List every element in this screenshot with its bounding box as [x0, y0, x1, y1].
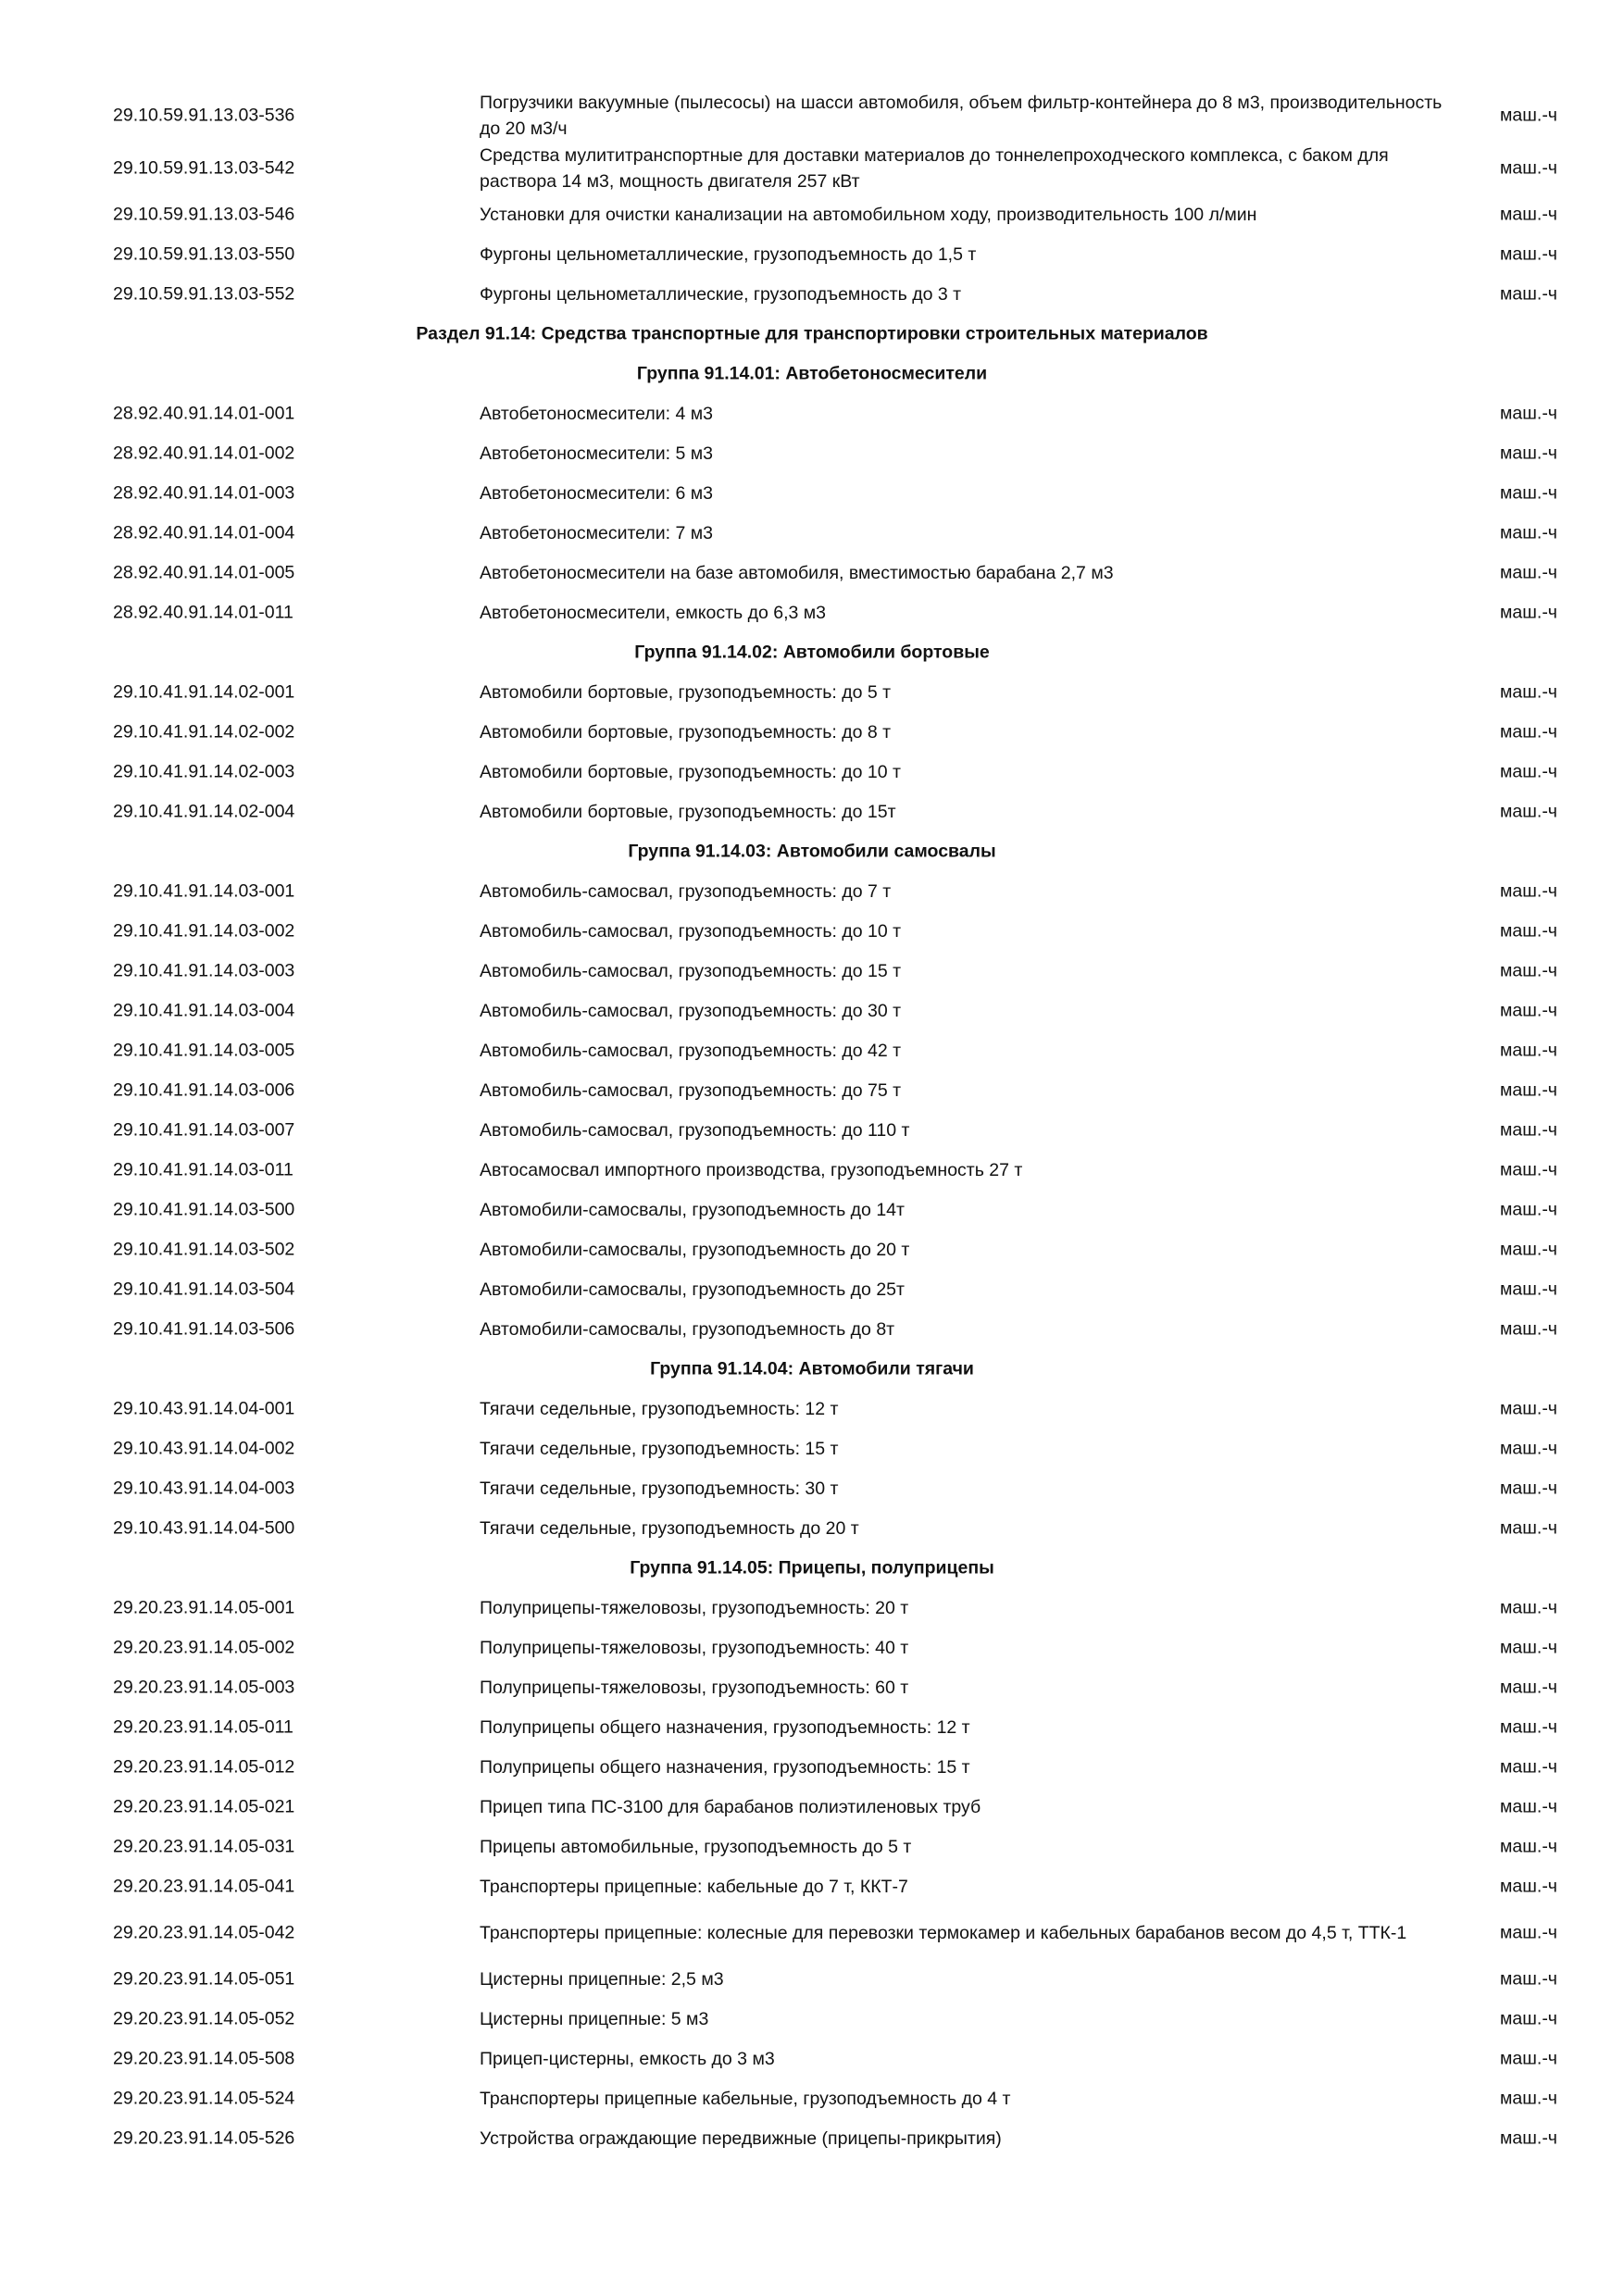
table-row	[0, 2039, 1624, 2078]
resource-name: Тягачи седельные, грузоподъемность: 12 т	[480, 1398, 839, 1419]
measure-unit: маш.-ч	[1500, 204, 1557, 224]
resource-code: 29.10.59.91.13.03-542	[113, 157, 295, 178]
table-row	[0, 792, 1624, 831]
resource-name: Автобетоносмесители: 5 м3	[480, 443, 713, 464]
resource-name: Полуприцепы-тяжеловозы, грузоподъемность: 20 т	[480, 1597, 909, 1618]
group-heading	[0, 1548, 1624, 1588]
table-row	[0, 553, 1624, 593]
resource-code: 29.10.59.91.13.03-536	[113, 105, 295, 125]
resource-code: 28.92.40.91.14.01-011	[113, 602, 294, 622]
resource-name: Автомобили-самосвалы, грузоподъемность до 20 т	[480, 1239, 910, 1260]
measure-unit: маш.-ч	[1500, 1478, 1557, 1498]
table-row	[0, 1747, 1624, 1787]
resource-name: Автомобили-самосвалы, грузоподъемность до 14т	[480, 1199, 905, 1220]
table-row	[0, 234, 1624, 274]
measure-unit: маш.-ч	[1500, 1318, 1557, 1339]
table-row	[0, 1628, 1624, 1667]
resource-code: 29.10.41.91.14.02-002	[113, 721, 295, 742]
measure-unit: маш.-ч	[1500, 105, 1557, 125]
resource-code: 29.10.41.91.14.02-001	[113, 681, 295, 702]
table-row	[0, 513, 1624, 553]
measure-unit: маш.-ч	[1500, 482, 1557, 503]
table-row	[0, 1959, 1624, 1999]
resource-name: Полуприцепы общего назначения, грузоподъемность: 15 т	[480, 1756, 970, 1778]
resource-code: 29.10.41.91.14.03-002	[113, 920, 295, 941]
resource-name: Автомобиль-самосвал, грузоподъемность: до 110 т	[480, 1119, 910, 1141]
resource-code: 29.20.23.91.14.05-003	[113, 1677, 295, 1697]
measure-unit: маш.-ч	[1500, 1716, 1557, 1737]
table-row	[0, 142, 1624, 194]
table-row	[0, 752, 1624, 792]
measure-unit: маш.-ч	[1500, 1876, 1557, 1896]
measure-unit: маш.-ч	[1500, 761, 1557, 781]
resource-name: Тягачи седельные, грузоподъемность до 20 т	[480, 1517, 859, 1539]
resource-name: Установки для очистки канализации на автомобильном ходу, производительность 100 л/мин	[480, 204, 1257, 225]
resource-code: 29.20.23.91.14.05-001	[113, 1597, 295, 1617]
table-row	[0, 1389, 1624, 1429]
resource-code: 29.20.23.91.14.05-002	[113, 1637, 295, 1657]
measure-unit: маш.-ч	[1500, 2048, 1557, 2068]
resource-name: Транспортеры прицепные: колесные для перевозки термокамер и кабельных барабанов весом до 4,5 т, ТТК-1	[480, 1922, 1407, 1943]
measure-unit: маш.-ч	[1500, 1119, 1557, 1140]
resource-name: Устройства ограждающие передвижные (прицепы-прикрытия)	[480, 2128, 1002, 2149]
resource-code: 29.10.43.91.14.04-003	[113, 1478, 295, 1498]
measure-unit: маш.-ч	[1500, 1040, 1557, 1060]
resource-code: 29.20.23.91.14.05-052	[113, 2008, 295, 2028]
resource-code: 28.92.40.91.14.01-003	[113, 482, 295, 503]
resource-code: 29.10.41.91.14.03-502	[113, 1239, 295, 1259]
resource-code: 29.10.43.91.14.04-500	[113, 1517, 295, 1538]
resource-name: Автобетоносмесители, емкость до 6,3 м3	[480, 602, 826, 623]
table-row	[0, 1269, 1624, 1309]
table-row	[0, 951, 1624, 991]
resource-name: Фургоны цельнометаллические, грузоподъемность до 1,5 т	[480, 243, 977, 265]
resource-name: Полуприцепы общего назначения, грузоподъемность: 12 т	[480, 1716, 970, 1738]
resource-name: Прицепы автомобильные, грузоподъемность до 5 т	[480, 1836, 912, 1857]
resource-code: 28.92.40.91.14.01-001	[113, 403, 295, 423]
measure-unit: маш.-ч	[1500, 960, 1557, 980]
measure-unit: маш.-ч	[1500, 562, 1557, 582]
group-heading	[0, 831, 1624, 871]
measure-unit: маш.-ч	[1500, 2008, 1557, 2028]
table-row	[0, 991, 1624, 1030]
resource-code: 29.20.23.91.14.05-011	[113, 1716, 294, 1737]
measure-unit: маш.-ч	[1500, 522, 1557, 543]
resource-code: 29.20.23.91.14.05-021	[113, 1796, 295, 1816]
resource-code: 29.10.41.91.14.03-001	[113, 880, 295, 901]
resource-name: Автомобили бортовые, грузоподъемность: до 15т	[480, 801, 896, 822]
table-row	[0, 433, 1624, 473]
measure-unit: маш.-ч	[1500, 1597, 1557, 1617]
measure-unit: маш.-ч	[1500, 403, 1557, 423]
resource-code: 29.10.41.91.14.03-005	[113, 1040, 295, 1060]
measure-unit: маш.-ч	[1500, 1079, 1557, 1100]
resource-name: Автобетоносмесители: 4 м3	[480, 403, 713, 424]
measure-unit: маш.-ч	[1500, 880, 1557, 901]
measure-unit: маш.-ч	[1500, 1438, 1557, 1458]
resource-name: Прицеп-цистерны, емкость до 3 м3	[480, 2048, 775, 2069]
resource-code: 29.20.23.91.14.05-042	[113, 1922, 295, 1942]
table-row	[0, 1150, 1624, 1190]
resource-code: 29.10.43.91.14.04-002	[113, 1438, 295, 1458]
table-row	[0, 1229, 1624, 1269]
resource-name: Автомобили-самосвалы, грузоподъемность до 25т	[480, 1279, 905, 1300]
heading-text: Группа 91.14.05: Прицепы, полуприцепы	[630, 1557, 994, 1578]
measure-unit: маш.-ч	[1500, 1677, 1557, 1697]
resource-name: Автобетоносмесители на базе автомобиля, вместимостью барабана 2,7 м3	[480, 562, 1114, 583]
table-row	[0, 1468, 1624, 1508]
measure-unit: маш.-ч	[1500, 1637, 1557, 1657]
resource-name: Тягачи седельные, грузоподъемность: 30 т	[480, 1478, 839, 1499]
table-row	[0, 1309, 1624, 1349]
resource-code: 29.10.41.91.14.03-504	[113, 1279, 295, 1299]
document-page	[0, 89, 1624, 2158]
table-row	[0, 871, 1624, 911]
heading-text: Группа 91.14.01: Автобетоносмесители	[636, 363, 988, 383]
resource-name: Автобетоносмесители: 7 м3	[480, 522, 713, 543]
resource-code: 29.10.41.91.14.03-006	[113, 1079, 295, 1100]
resource-code: 29.10.43.91.14.04-001	[113, 1398, 295, 1418]
table-row	[0, 1190, 1624, 1229]
table-row	[0, 712, 1624, 752]
resource-code: 29.20.23.91.14.05-526	[113, 2128, 295, 2148]
measure-unit: маш.-ч	[1500, 2088, 1557, 2108]
resource-code: 29.20.23.91.14.05-051	[113, 1968, 295, 1989]
resource-name: Погрузчики вакуумные (пылесосы) на шасси автомобиля, объем фильтр-контейнера до 8 м3, производительность до 20 м3/ч	[480, 92, 1443, 139]
measure-unit: маш.-ч	[1500, 1398, 1557, 1418]
resource-code: 29.10.41.91.14.02-003	[113, 761, 295, 781]
resource-code: 29.20.23.91.14.05-041	[113, 1876, 295, 1896]
measure-unit: маш.-ч	[1500, 157, 1557, 178]
resource-name: Автомобиль-самосвал, грузоподъемность: до 10 т	[480, 920, 902, 942]
resource-name: Автосамосвал импортного производства, грузоподъемность 27 т	[480, 1159, 1023, 1180]
resource-code: 28.92.40.91.14.01-002	[113, 443, 295, 463]
resource-name: Фургоны цельнометаллические, грузоподъемность до 3 т	[480, 283, 962, 305]
resource-code: 29.10.59.91.13.03-552	[113, 283, 295, 304]
table-row	[0, 473, 1624, 513]
table-row	[0, 1827, 1624, 1866]
resource-code: 28.92.40.91.14.01-004	[113, 522, 295, 543]
resource-code: 29.10.41.91.14.03-003	[113, 960, 295, 980]
resource-code: 29.10.41.91.14.03-500	[113, 1199, 295, 1219]
table-row	[0, 911, 1624, 951]
measure-unit: маш.-ч	[1500, 681, 1557, 702]
measure-unit: маш.-ч	[1500, 1517, 1557, 1538]
resource-code: 29.20.23.91.14.05-524	[113, 2088, 295, 2108]
table-row	[0, 1030, 1624, 1070]
table-row	[0, 194, 1624, 234]
resource-name: Автомобиль-самосвал, грузоподъемность: до 15 т	[480, 960, 902, 981]
resource-name: Автомобиль-самосвал, грузоподъемность: до 75 т	[480, 1079, 902, 1101]
resource-name: Цистерны прицепные: 5 м3	[480, 2008, 709, 2029]
measure-unit: маш.-ч	[1500, 283, 1557, 304]
resource-name: Тягачи седельные, грузоподъемность: 15 т	[480, 1438, 839, 1459]
measure-unit: маш.-ч	[1500, 1796, 1557, 1816]
resource-name: Автомобили-самосвалы, грузоподъемность до 8т	[480, 1318, 895, 1340]
resource-name: Автомобиль-самосвал, грузоподъемность: до 42 т	[480, 1040, 902, 1061]
heading-text: Группа 91.14.03: Автомобили самосвалы	[628, 841, 996, 861]
measure-unit: маш.-ч	[1500, 243, 1557, 264]
resource-code: 29.10.41.91.14.02-004	[113, 801, 295, 821]
table-row	[0, 1707, 1624, 1747]
resource-code: 29.20.23.91.14.05-508	[113, 2048, 295, 2068]
resource-name: Автомобиль-самосвал, грузоподъемность: до 7 т	[480, 880, 892, 902]
measure-unit: маш.-ч	[1500, 1279, 1557, 1299]
group-heading	[0, 354, 1624, 393]
table-row	[0, 1866, 1624, 1906]
measure-unit: маш.-ч	[1500, 1239, 1557, 1259]
measure-unit: маш.-ч	[1500, 1199, 1557, 1219]
resource-code: 29.10.59.91.13.03-550	[113, 243, 295, 264]
measure-unit: маш.-ч	[1500, 602, 1557, 622]
heading-text: Раздел 91.14: Средства транспортные для транспортировки строительных материалов	[416, 323, 1208, 343]
table-row	[0, 274, 1624, 314]
table-row	[0, 1999, 1624, 2039]
resource-code: 28.92.40.91.14.01-005	[113, 562, 295, 582]
resource-name: Полуприцепы-тяжеловозы, грузоподъемность: 60 т	[480, 1677, 909, 1698]
resource-code: 29.10.41.91.14.03-506	[113, 1318, 295, 1339]
measure-unit: маш.-ч	[1500, 1922, 1557, 1942]
heading-text: Группа 91.14.02: Автомобили бортовые	[634, 642, 990, 662]
resource-name: Автомобили бортовые, грузоподъемность: до 10 т	[480, 761, 901, 782]
table-row	[0, 1588, 1624, 1628]
resource-name: Транспортеры прицепные: кабельные до 7 т, ККТ-7	[480, 1876, 908, 1897]
measure-unit: маш.-ч	[1500, 721, 1557, 742]
group-heading	[0, 1349, 1624, 1389]
table-row	[0, 2118, 1624, 2158]
measure-unit: маш.-ч	[1500, 443, 1557, 463]
table-row	[0, 1429, 1624, 1468]
resource-name: Цистерны прицепные: 2,5 м3	[480, 1968, 724, 1990]
section-heading	[0, 314, 1624, 354]
table-row	[0, 1906, 1624, 1959]
table-row	[0, 593, 1624, 632]
resource-name: Автомобили бортовые, грузоподъемность: до 5 т	[480, 681, 892, 703]
resource-name: Автомобили бортовые, грузоподъемность: до 8 т	[480, 721, 892, 742]
resource-name: Транспортеры прицепные кабельные, грузоподъемность до 4 т	[480, 2088, 1011, 2109]
measure-unit: маш.-ч	[1500, 1159, 1557, 1179]
resource-name: Прицеп типа ПС-3100 для барабанов полиэтиленовых труб	[480, 1796, 981, 1817]
resource-code: 29.20.23.91.14.05-031	[113, 1836, 295, 1856]
table-row	[0, 2078, 1624, 2118]
table-row	[0, 1787, 1624, 1827]
resource-name: Автобетоносмесители: 6 м3	[480, 482, 713, 504]
table-row	[0, 1070, 1624, 1110]
measure-unit: маш.-ч	[1500, 1756, 1557, 1777]
resource-name: Полуприцепы-тяжеловозы, грузоподъемность: 40 т	[480, 1637, 909, 1658]
table-row	[0, 393, 1624, 433]
resource-code: 29.10.59.91.13.03-546	[113, 204, 295, 224]
measure-unit: маш.-ч	[1500, 1968, 1557, 1989]
table-row	[0, 1667, 1624, 1707]
measure-unit: маш.-ч	[1500, 2128, 1557, 2148]
resource-code: 29.10.41.91.14.03-011	[113, 1159, 294, 1179]
table-row	[0, 672, 1624, 712]
resource-name: Средства мулититранспортные для доставки материалов до тоннелепроходческого комплекса, с баком для раствора 14 м3, мощность двигателя 257 кВт	[480, 144, 1389, 192]
resource-code: 29.10.41.91.14.03-007	[113, 1119, 295, 1140]
table-row	[0, 1110, 1624, 1150]
measure-unit: маш.-ч	[1500, 1836, 1557, 1856]
heading-text: Группа 91.14.04: Автомобили тягачи	[650, 1358, 974, 1379]
resource-code: 29.10.41.91.14.03-004	[113, 1000, 295, 1020]
measure-unit: маш.-ч	[1500, 1000, 1557, 1020]
group-heading	[0, 632, 1624, 672]
table-row	[0, 1508, 1624, 1548]
measure-unit: маш.-ч	[1500, 801, 1557, 821]
resource-name: Автомобиль-самосвал, грузоподъемность: до 30 т	[480, 1000, 902, 1021]
table-row	[0, 89, 1624, 142]
resource-code: 29.20.23.91.14.05-012	[113, 1756, 295, 1777]
measure-unit: маш.-ч	[1500, 920, 1557, 941]
